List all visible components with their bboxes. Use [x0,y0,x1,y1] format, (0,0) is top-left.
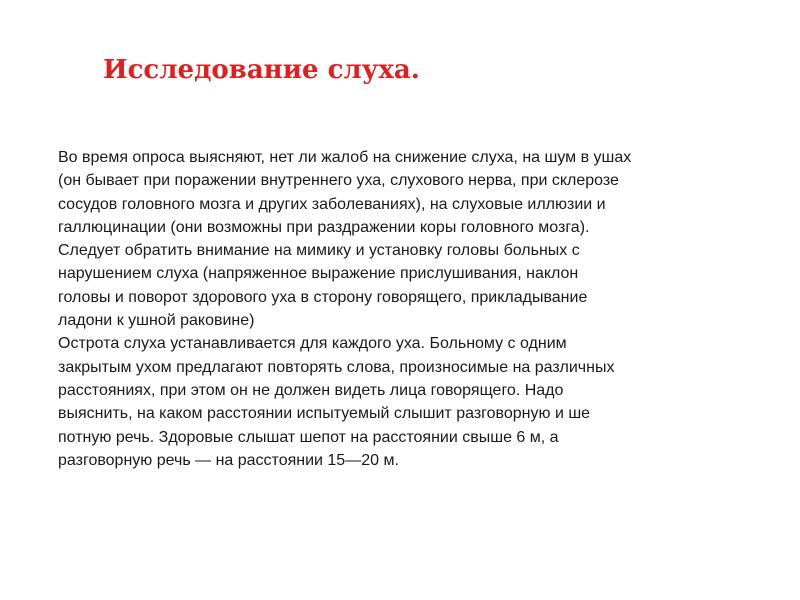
text-line: выяснить, на каком расстоянии испытуемый слышит разговорную и ше [58,405,591,423]
text-line: Во время опроса выясняют, нет ли жалоб на снижение слуха, на шум в ушах [58,149,632,166]
slide-title: Исследование слуха. [103,55,420,85]
text-line: нарушением слуха (напряженное выражение прислушивания, наклон [58,265,579,283]
text-line: потную речь. Здоровые слышат шепот на расстоянии свыше 6 м, а [58,428,559,446]
text-line: головы и поворот здорового уха в сторону говорящего, прикладывание [58,288,588,306]
text-line: сосудов головного мозга и других заболеваниях), на слуховые иллюзии и [58,195,606,213]
text-line: галлюцинации (они возможны при раздражении коры головного мозга). [58,218,590,236]
text-line: закрытым ухом предлагают повторять слова, произносимые на различных [58,358,615,376]
text-line: разговорную речь — на расстоянии 15—20 м. [58,451,399,469]
text-line: Следует обратить внимание на мимику и установку головы больных с [58,242,580,260]
text-line: ладони к ушной раковине) [58,312,255,330]
text-line: (он бывает при поражении внутреннего уха, слухового нерва, при склерозе [58,172,619,190]
text-line: Острота слуха устанавливается для каждого уха. Больному с одним [58,335,567,353]
body-text [58,146,798,472]
text-line: расстояниях, при этом он не должен видеть лица говорящего. Надо [58,381,564,399]
